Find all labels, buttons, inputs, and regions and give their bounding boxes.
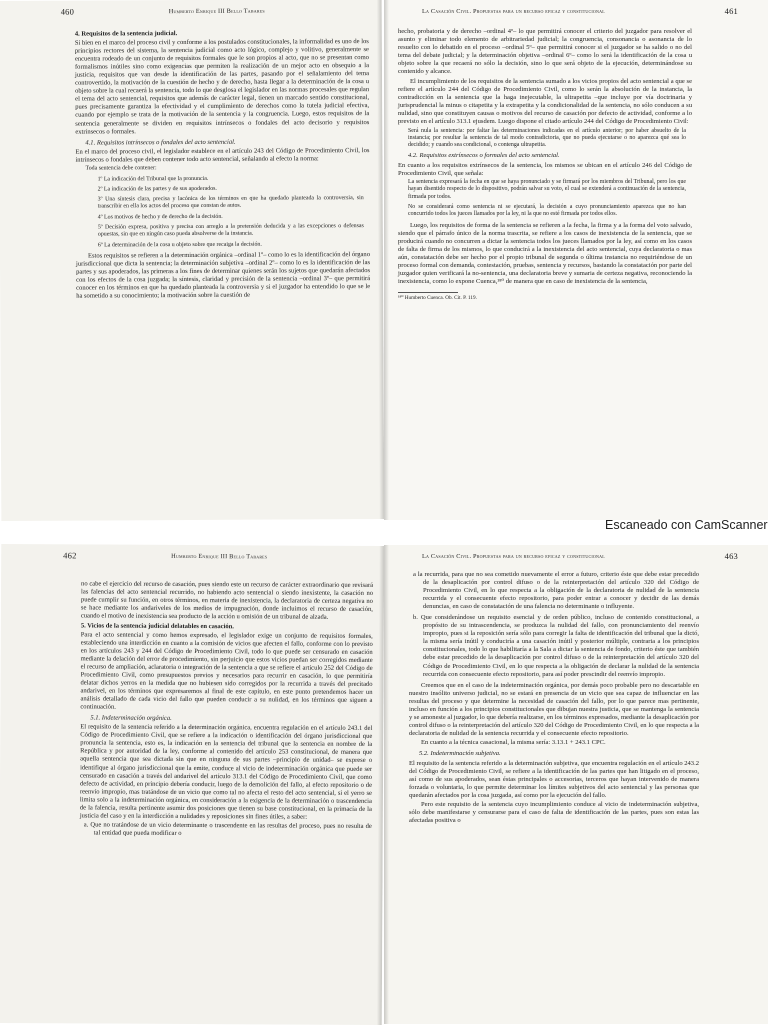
quoted-list-item: 1º La indicación del Tribunal que la pronuncia. <box>97 175 209 183</box>
page-number: 462 <box>63 550 77 561</box>
page-463 <box>384 545 768 1024</box>
paragraph: En cuanto a la técnica casacional, la misma sería: 3.13.1 + 243.1 CPC. <box>421 739 606 747</box>
quoted-list-item: 5º Decisión expresa, positiva y precisa con arreglo a la pretensión deducida y a las excepciones o defensas opuestas, sin que en ningún caso pueda absolverse de la instancia. <box>97 223 364 238</box>
running-header <box>0 0 382 21</box>
page-body <box>409 571 699 827</box>
subsection-heading: 4.1. Requisitos intrínsecos o fondales del acto sentencial. <box>85 138 236 147</box>
list-item-continued: a la recurrida, para que no sea cometido nuevamente el error a futuro, criterio éste que debe estar precedido de la desaplicación por control difuso o de la reinterpretación del artículo 320 del Código de Procedimiento Civil, en lo que respecta a la obligación de la declaratoria de nulidad de la sentencia recurrida y el consecuente efecto repositorio, para poder entrar a conocer y decidir de las demás denuncias, en caso de constatación de una falencia no determinante o influyente. <box>413 571 699 611</box>
running-head: La Casación Civil. Propuestas para un recurso eficaz y constitucional <box>422 553 605 560</box>
quoted-text: Será nula la sentencia: por faltar las determinaciones indicadas en el artículo anterior; por haber absuelto de la instancia; por resultar la sentencia de tal modo contradictoria, que no pueda ejecutarse o no aparezca qué sea lo decidido; y cuando sea condicional, o contenga ultrapetita. <box>408 127 686 149</box>
running-head: Humberto Enrique III Bello Tabares <box>171 552 268 561</box>
section-heading: 5. Vicios de la sentencia judicial delatables en casación. <box>80 622 234 630</box>
page-460 <box>0 0 384 521</box>
quoted-list-item: 6º La determinación de la cosa u objeto sobre que recaiga la decisión. <box>97 241 262 249</box>
footnote: ¹⁸⁰ Humberto Cuenca. Ob. Cit. P. 119. <box>398 292 458 302</box>
paragraph: Pero este requisito de la sentencia cuyo incumplimiento conduce al vicio de indeterminación subjetiva, sólo debe manifestarse y censurarse para el caso de falta de identificación de las partes, pues son estas las afectadas positiva o <box>409 801 699 825</box>
quoted-list-item: 4º Los motivos de hecho y de derecho de la decisión. <box>97 213 223 221</box>
running-header <box>1 544 384 566</box>
list-item: b. Que considerándose un requisito esencial y de orden público, incluso de contenido constitucional, a propósito de su intrascendencia, se produzca la nulidad del fallo, con pronunciamiento del reenvío impropio, pues si la reposición sería sólo para corregir la falta de identificación del tribunal que la dictó, la misma sería inútil y conduciría a una casación inútil y posterior múltiple, contraria a los principios constitucionales, todo lo que habilitaría a la Sala a dictar la sentencia de fondo, criterio éste que también debe estar precedido de la desaplicación por control difuso o de la reinterpretación del artículo 320 del Código de Procedimiento Civil, en lo que respecta a la obligación de declarar la nulidad de la sentencia recurrida con consecuente efecto repositorio, para así poder prescindir del reenvío impropio. <box>413 614 699 678</box>
paragraph: Estos requisitos se refieren a la determinación orgánica –ordinal 1º– como lo es la identificación del órgano jurisdiccional que dicta la sentencia; la determinación subjetiva –ordinal 2º– como lo es la identificación de las partes y sus apoderados, las primeras a los fines de determinar quienes serán los sujetos que quedarán afectados con los efectos de la cosa juzgada; la síntesis, claridad y precisión de la sentencia –ordinal 3º– que permitirá conocer en los términos en que ha quedado planteada la controversia y si el juzgador ha entendido lo que se le ha sometido a su conocimiento; la motivación sobre la cuestión de <box>76 250 371 300</box>
paragraph: El incumplimiento de los requisitos de la sentencia sumado a los vicios propios del acto sentencial a que se refiere el artículo 244 del Código de Procedimiento Civil, como lo serán la absolución de la instancia, la contradicción en la sentencia que la haga inejecutable, la ultrapetita –que incluye por vía doctrinaria y jurisprudencial la minus o citapetita y la extrapetita y la condicionalidad de la sentencia, no sólo conducen a su nulidad, sino que constituyen causas o motivos del recurso de casación por defecto de actividad, conforme a lo previsto en el artículo 313.1 ejusdem. Luego dispone el citado artículo 244 del Código de Procedimiento Civil: <box>398 77 692 126</box>
running-header <box>384 545 768 565</box>
page-number: 463 <box>724 551 738 561</box>
subsection-heading: 5.1. Indeterminación orgánica. <box>90 714 172 723</box>
paragraph: Si bien en el marco del proceso civil y conforme a los postulados constitucionales, la informalidad es uno de los principios rectores del sistema, la sentencia judicial como acto lógico, complejo y volitivo, generalmente se encuentra rodeado de un conjunto de requisitos formales que le son propios al acto, que no se presentan como formalismos inútiles sino como exigencias que permiten la realización de un mejor acto en obsequio a la justicia, requisitos que van desde la identificación de las partes, pasando por el señalamiento del tema controvertido, la motivación de la cuestión de hecho y de derecho, hasta llegar a la determinación de la cosa u objeto sobre la cual recaerá la sentencia, todo lo que desglosa el legislador en las normas procesales que regulan el tema del acto sentencial, requisitos que además de carácter legal, tienen un marcado sentido constitucional, pues precisamente garantiza la efectividad y el cumplimiento de derechos como la tutela judicial efectiva, cuando por ejemplo se trata de la motivación de la sentencia y la congruencia. Luego, estos requisitos de la sentencia generalmente se dividen en requisitos intrínsecos o fondales del acto decisorio y requisitos extrínsecos o formales. <box>74 38 370 136</box>
quoted-list-item: 3º Una síntesis clara, precisa y lacónica de los términos en que ha quedado planteada la controversia, sin transcribir en ella los actos del proceso que constan de autos. <box>97 195 364 210</box>
subsection-heading: 5.2. Indeterminación subjetiva. <box>419 750 501 758</box>
paragraph: En el marco del proceso civil, el legislador establece en el artículo 243 del Código de Procedimiento Civil, los intrínsecos o fondales que deben contener todo acto sentencial, señalando al efecto la norma: <box>75 146 370 164</box>
page-body <box>75 29 370 302</box>
page-body <box>398 28 692 303</box>
paragraph: El requisito de la sentencia referido a la determinación subjetiva, que encuentra regulación en el artículo 243.2 del Código de Procedimiento Civil, se refiere a la identificación de las partes que han litigado en el proceso, así como de sus apoderados, sean éstas principales o accesorias, terceros que hayan intervenido de manera forzada o voluntaria, lo que permite determinar los límites subjetivos del acto sentencial y las personas que quedarán afectados por la cosa juzgada, así como por la ejecución del fallo. <box>409 759 699 799</box>
subsection-heading: 4.2. Requisitos extrínsecos o formales del acto sentencial. <box>408 152 560 160</box>
page-gutter-shadow <box>384 0 389 520</box>
page-gutter-shadow <box>384 545 389 1024</box>
page-body <box>80 580 373 842</box>
paragraph: hecho, probatoria y de derecho –ordinal 4º– lo que permitirá conocer el criterio del juzgador para resolver el asunto y eliminar todo elemento de arbitrariedad judicial; la congruencia, consonancia o asonancia de lo resuelto con lo debatido en el proceso –ordinal 5º– que permitirá conocer si el juzgador se ha salido o no del tema del debate judicial; y la determinación objetiva –ordinal 6º– como lo será la identificación de la cosa u objeto sobre la que recaerá no sólo la decisión, sino lo que será objeto de la ejecución, determinándose su contenido y alcance. <box>398 28 692 76</box>
scanner-watermark: Escaneado con CamScanner <box>605 518 768 532</box>
paragraph: Luego, los requisitos de forma de la sentencia se refieren a la fecha, la firma y a la forma del voto salvado, siendo que el párrafo único de la norma trascrita, se refiere a los casos de inexistencia de la sentencia, que se producirá cuando no concurren a dictar la sentencia todos los jueces llamados por la ley, así como en los casos de falta de firma de los mismos, lo que conducirá a la inexistencia del acto sentencial, cuya declaratoria o mas aún, constatación debe ser hecho por el propio tribunal de segunda o última instancia no requiriéndose de un proceso formal con demanda, contestación, pruebas, sentencia y recursos, bastando la constatación por parte del juzgador quien verificará la no-sentencia, una declaratoria breve y sumaria de certeza negativa, reconociendo la inexistencia, como lo expone Cuenca,¹⁸⁰ de manera que en caso de inexistencia de la sentencia, <box>398 221 692 285</box>
quoted-list-item: 2º La indicación de las partes y de sus apoderados. <box>97 185 217 193</box>
paragraph: El requisito de la sentencia referido a la determinación orgánica, encuentra regulación en el artículo 243.1 del Código de Procedimiento Civil, que se refiere a la indicación o identificación del órgano jurisdiccional que pronuncia la sentencia, esto es, la indicación en la sentencia del tribunal que la sentencia en nombre de la República y por autoridad de la ley, conforme al contenido del artículo 253 constitucional, de manera que aquella sentencia que sea dictada sin que en ninguna de sus partes –principio de unidad– se exprese o identifique al órgano jurisdiccional que la emite, conduce al vicio de indeterminación orgánica que puede ser censurado en casación a través del andarivel del artículo 313.1 del Código de Procedimiento Civil, que como defecto de actividad, en principio debería conducir, luego de la demolición del fallo, al efecto repositorio o de reenvío impropio, mas tratándose de un vicio que como tal no afecta el resto del acto sentencial, si el yerro se limita solo a la indeterminación orgánica, en consideración a la exigencia de la determinación o trascendencia de la falencia, resulta pertinente asumir dos posiciones que tienen su base constitucional, en la primacía de la justicia del caso y en la interdicción a nulidades y reposiciones sin fines útiles, a saber: <box>79 723 373 821</box>
quoted-text: Toda sentencia debe contener: <box>85 165 157 172</box>
paragraph: Creemos que en el caso de la indeterminación orgánica, por demás poco probable pero no descartable en nuestro insólito universo judicial, no se estará en presencia de un vicio que sea capaz de influenciar en las resultas del proceso y que determine la necesidad de casación del fallo, por lo que parece mas pertinente, incluso en función a los principios constitucionales que dibujan nuestra justicia, que se mantenga la sentencia y se amoneste al juzgador, lo que debería realizarse, en los términos expresados, mediante la desaplicación por control difuso o la reinterpretación del artículo 320 del Código de Procedimiento Civil, en lo que respecta a la declaratoria de nulidad de la sentencia recurrida y el consecuente efecto repositorio. <box>409 681 699 737</box>
page-number: 461 <box>724 6 738 16</box>
paragraph: no cabe el ejercicio del recurso de casación, pues siendo este un recurso de carácter extraordinario que revisará las falencias del acto sentencial recurrido, no habiendo acto sentencial o siendo inexistente, la casación no puede cumplir su función, en otros términos, en materia de inexistencia, la declaratoria de certeza negativa no se hace mediante los andariveles de los medios de impugnación, donde incluimos el recurso de casación, cuando el motivo de inexistencia sea producto de la acción u omisión de un tribunal de alzada. <box>80 580 374 621</box>
section-heading: 4. Requisitos de la sentencia judicial. <box>74 30 178 38</box>
page-number: 460 <box>60 6 75 17</box>
paragraph: Para el acto sentencial y como hemos expresado, el legislador exige un conjunto de requisitos formales, estableciendo una interdicción en cuanto a la comisión de vicios que afecten el fallo, conforme con lo previsto en los artículos 243 y 244 del Código de Procedimiento Civil, todo lo que puede ser censurado en casación mediante la delación del error de procedimiento, sin perjuicio que estos vicios puedan ser corregidos mediante el recurso de ampliación, aclaratoria o integración de la sentencia a que se refiere el artículo 252 del Código de Procedimiento Civil, como presupuestos previos y necesarios para recurrir en casación, lo que permitiría delatar dichos yerros en la medida que no hubiesen sido corregidos por la recurrida a través del precitado andarivel, en los términos que expresaremos al final de este capítulo, en este punto pretendemos hacer un análisis detallado de cada vicio del fallo que pueden conducir a su nulidad, en los términos que siguen a continuación. <box>80 631 373 711</box>
list-item: a. Que no tratándose de un vicio determinante o trascendente en las resultas del proceso, pues no resulta de tal entidad que pueda modificar o <box>83 821 372 838</box>
page-461 <box>384 0 768 520</box>
running-head: Humberto Enrique III Bello Tabares <box>168 7 265 16</box>
running-header <box>384 0 768 20</box>
running-head: La Casación Civil. Propuestas para un recurso eficaz y constitucional <box>422 8 605 15</box>
quoted-text: No se considerará como sentencia ni se ejecutará, la decisión a cuyo pronunciamiento aparezca que no han concurrido todos los jueces llamados por la ley, ni la que no esté firmada por todos ellos. <box>408 203 686 218</box>
page-462 <box>0 544 384 1025</box>
paragraph: En cuanto a los requisitos extrínsecos de la sentencia, los mismos se ubican en el artículo 246 del Código de Procedimiento Civil, que señala: <box>398 161 692 177</box>
quoted-text: La sentencia expresará la fecha en que se haya pronunciado y se firmará por los miembros del Tribunal, pero los que hayan disentido respecto de lo dispositivo, podrán salvar su voto, el cual se extenderá a continuación de la sentencia, firmada por todos. <box>408 179 686 200</box>
